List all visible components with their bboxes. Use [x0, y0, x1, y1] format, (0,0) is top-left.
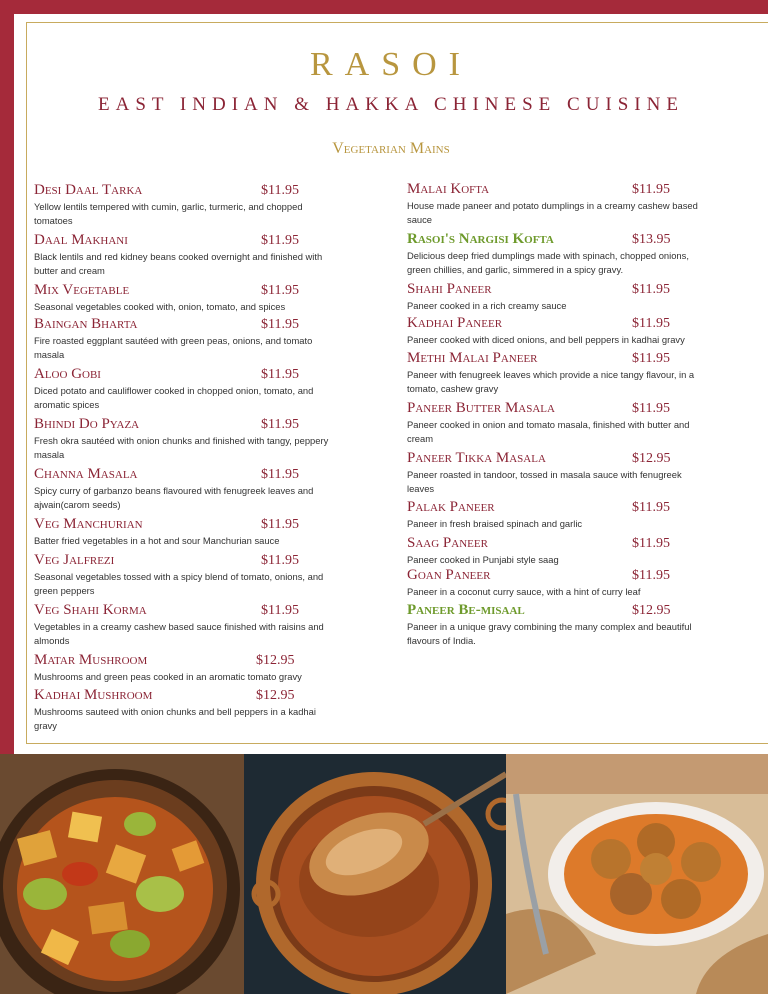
item-name: Goan Paneer [407, 567, 491, 583]
item-price: $11.95 [261, 317, 299, 332]
item-description: Seasonal vegetables cooked with, onion, tomato, and spices [34, 301, 286, 312]
menu-item [407, 535, 707, 567]
item-price: $12.95 [256, 653, 295, 668]
item-price: $12.95 [256, 688, 295, 703]
menu-item [34, 602, 334, 648]
section-title: Vegetarian Mains [332, 140, 450, 157]
item-name: Palak Paneer [407, 499, 495, 515]
menu-item [407, 567, 707, 599]
item-description: Paneer cooked in Punjabi style saag [407, 554, 559, 565]
menu-item [407, 400, 707, 446]
item-price: $12.95 [632, 451, 671, 466]
item-name: Kadhai Mushroom [34, 687, 153, 703]
item-description: Yellow lentils tempered with cumin, garlic, turmeric, and chopped tomatoes [34, 201, 303, 226]
item-description: Paneer cooked in onion and tomato masala, finished with butter and cream [407, 419, 690, 444]
menu-item [34, 466, 334, 512]
cuisine-subtitle: EAST INDIAN & HAKKA CHINESE CUISINE [98, 94, 684, 115]
item-description: Paneer in a coconut curry sauce, with a hint of curry leaf [407, 586, 641, 597]
menu-item [34, 687, 334, 733]
item-description: Delicious deep fried dumplings made with spinach, chopped onions, green chillies, and garlic, simmered in a spicy gravy. [407, 250, 689, 275]
item-name: Mix Vegetable [34, 282, 130, 298]
item-price: $11.95 [261, 183, 299, 198]
menu-item [407, 315, 707, 347]
item-price: $11.95 [632, 401, 670, 416]
item-description: Mushrooms and green peas cooked in an aromatic tomato gravy [34, 671, 302, 682]
item-price: $11.95 [261, 417, 299, 432]
malai-kofta-photo [506, 754, 768, 994]
item-name: Paneer Butter Masala [407, 400, 555, 416]
menu-item [34, 516, 334, 548]
item-price: $12.95 [632, 603, 671, 618]
item-description: Paneer cooked in a rich creamy sauce [407, 300, 567, 311]
item-name: Daal Makhani [34, 232, 128, 248]
item-description: Seasonal vegetables tossed with a spicy blend of tomato, onions, and green peppers [34, 571, 324, 596]
item-name: Bhindi Do Pyaza [34, 416, 140, 432]
item-price: $11.95 [261, 283, 299, 298]
item-name: Paneer Be-misaal [407, 602, 525, 618]
item-name: Kadhai Paneer [407, 315, 503, 331]
menu-item [407, 450, 707, 496]
item-name: Veg Jalfrezi [34, 552, 115, 568]
item-description: Mushrooms sauteed with onion chunks and bell peppers in a kadhai gravy [34, 706, 316, 731]
item-description: Paneer cooked with diced onions, and bell peppers in kadhai gravy [407, 334, 685, 345]
menu-item [34, 416, 334, 462]
item-description: Fire roasted eggplant sautéed with green peas, onions, and tomato masala [34, 335, 313, 360]
item-description: Fresh okra sautéed with onion chunks and finished with tangy, peppery masala [34, 435, 329, 460]
menu-item [407, 602, 707, 648]
item-price: $13.95 [632, 232, 671, 247]
item-name: Channa Masala [34, 466, 138, 482]
item-name: Baingan Bharta [34, 316, 138, 332]
item-name: Saag Paneer [407, 535, 488, 551]
item-price: $11.95 [632, 536, 670, 551]
item-name: Malai Kofta [407, 181, 490, 197]
item-name: Aloo Gobi [34, 366, 101, 382]
food-photos [0, 754, 768, 994]
item-name: Desi Daal Tarka [34, 182, 143, 198]
item-description: House made paneer and potato dumplings in a creamy cashew based sauce [407, 200, 698, 225]
item-price: $11.95 [632, 182, 670, 197]
menu-item [407, 181, 707, 227]
item-description: Paneer in fresh braised spinach and garlic [407, 518, 583, 529]
menu-item [34, 316, 334, 362]
item-name: Veg Manchurian [34, 516, 143, 532]
item-description: Paneer with fenugreek leaves which provide a nice tangy flavour, in a tomato, cashew gravy [407, 369, 695, 394]
item-name: Paneer Tikka Masala [407, 450, 546, 466]
item-name: Shahi Paneer [407, 281, 492, 297]
item-name: Veg Shahi Korma [34, 602, 147, 618]
menu-item [34, 282, 334, 314]
menu-item [407, 499, 707, 531]
kadhai-paneer-photo [0, 754, 244, 994]
menu-item [34, 232, 334, 278]
item-name: Methi Malai Paneer [407, 350, 538, 366]
item-price: $11.95 [261, 517, 299, 532]
item-description: Batter fried vegetables in a hot and sour Manchurian sauce [34, 535, 280, 546]
item-name: Rasoi's Nargisi Kofta [407, 231, 554, 247]
menu-item [407, 281, 707, 313]
menu-item [34, 652, 334, 684]
menu-item [407, 350, 707, 396]
menu-item [34, 182, 334, 228]
restaurant-name: RASOI [309, 46, 473, 83]
item-price: $11.95 [632, 282, 670, 297]
item-description: Paneer roasted in tandoor, tossed in masala sauce with fenugreek leaves [407, 469, 682, 494]
item-name: Matar Mushroom [34, 652, 148, 668]
item-description: Vegetables in a creamy cashew based sauce finished with raisins and almonds [34, 621, 324, 646]
menu-panel [14, 14, 768, 754]
item-price: $11.95 [261, 603, 299, 618]
item-price: $11.95 [632, 316, 670, 331]
menu-item [34, 552, 334, 598]
menu-item [407, 231, 707, 277]
item-price: $11.95 [261, 367, 299, 382]
item-description: Spicy curry of garbanzo beans flavoured with fenugreek leaves and ajwain(carom seeds) [34, 485, 314, 510]
item-price: $11.95 [261, 553, 299, 568]
item-price: $11.95 [261, 467, 299, 482]
item-description: Black lentils and red kidney beans cooked overnight and finished with butter and cream [34, 251, 323, 276]
item-price: $11.95 [632, 351, 670, 366]
item-price: $11.95 [632, 568, 670, 583]
item-description: Diced potato and cauliflower cooked in chopped onion, tomato, and aromatic spices [34, 385, 314, 410]
item-price: $11.95 [632, 500, 670, 515]
top-border [0, 0, 768, 14]
menu-item [34, 366, 334, 412]
item-price: $11.95 [261, 233, 299, 248]
item-description: Paneer in a unique gravy combining the many complex and beautiful flavours of India. [407, 621, 692, 646]
daal-makhani-photo [244, 754, 506, 994]
